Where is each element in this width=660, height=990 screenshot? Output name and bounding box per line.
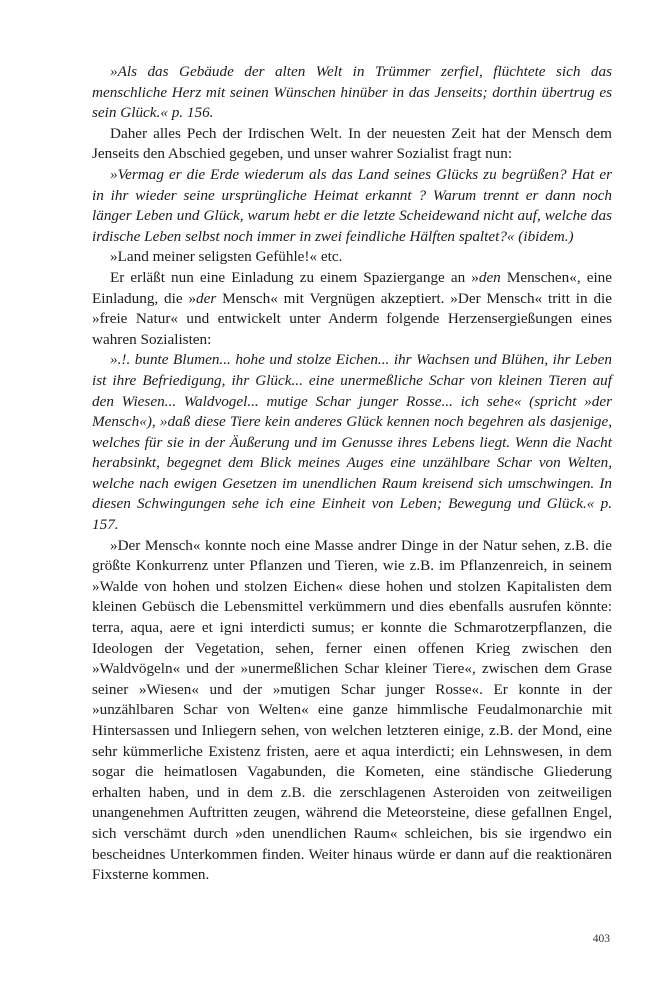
text-paragraph [92, 268, 612, 350]
page-body [92, 62, 612, 886]
quote-paragraph: »Als das Gebäude der alten Welt in Trümmer zerfiel, flüchtete sich das menschliche Herz mit seinen Wünschen hinüber in das Jenseits; dorthin übertrug es sein Glück.« p. 156. [92, 63, 612, 122]
quote-paragraph: »Vermag er die Erde wiederum als das Land seines Glücks zu begrüßen? Hat er in ihr wieder seine ursprüngliche Heimat erkannt ? Warum trennt er dann noch länger Leben und Glück, warum hebt er die letzte Scheidewand nicht auf, welche das irdische Leben selbst noch immer in zwei feindliche Hälften spaltet?« (ibidem.) [92, 165, 612, 245]
text-run: Mensch« mit Vergnügen akzeptiert. »Der Mensch« tritt in die »freie Natur« und entwickelt unter Anderm folgende Herzensergießungen eines wahren Sozialisten: [92, 289, 612, 348]
text-run: Menschen«, eine Einladung, die » [92, 268, 613, 307]
text-paragraph: Daher alles Pech der Irdischen Welt. In der neuesten Zeit hat der Mensch dem Jenseits den Abschied gegeben, und unser wahrer Sozialist fragt nun: [92, 124, 612, 163]
quote-paragraph: ».!. bunte Blumen... hohe und stolze Eichen... ihr Wachsen und Blühen, ihr Leben ist ihre Befriedigung, ihr Glück... eine unermeßliche Schar von kleinen Tieren auf den Wiesen... Waldvogel... mutige Schar junger Rosse... ich sehe« (spricht »der Mensch«), »daß diese Tiere kein anderes Glück kennen noch begehren als dasjenige, welches für sie in der Äußerung und im Genusse ihres Lebens liegt. Wenn die Nacht herabsinkt, begegnet dem Blick meines Auges eine unzählbare Schar von Welten, welche nach ewigen Gesetzen im unendlichen Raum kreisend sich umschwingen. In diesen Schwingungen sehe ich eine Einheit von Leben; Bewegung und Glück.« p. 157. [92, 351, 612, 534]
text-run: Er erläßt nun eine Einladung zu einem Spaziergange an » [110, 268, 479, 286]
text-paragraph: »Der Mensch« konnte noch eine Masse andrer Dinge in der Natur sehen, z.B. die größte Konkurrenz unter Pflanzen und Tieren, wie z.B. im Pflanzenreich, in seinem »Walde von hohen und stolzen Eichen« diese hohen und stolzen Kapitalisten dem kleinen Gebüsch die Lebensmittel verkümmern und dies ebenfalls ausrufen könnte: terra, aqua, aere et igni interdicti sumus; er konnte die Schmarotzerpflanzen, die Ideologen der Vegetation, sehen, ferner einen offenen Krieg zwischen den »Waldvögeln« und der »unermeßlichen Schar kleiner Tiere«, zwischen dem Grase seiner »Wiesen« und der »mutigen Schar junger Rosse«. Er konnte in der »unzählbaren Schar von Welten« eine ganze himmlische Feudalmonarchie mit Hintersassen und Inliegern sehen, von welchen letzteren einige, z.B. der Mond, eine sehr kümmerliche Existenz fristen, aere et aqua interdicti; ein Lehnswesen, in dem sogar die heimatlosen Vagabunden, die Kometen, eine ständische Gliederung erhalten haben, und in dem z.B. die zerschlagenen Asteroiden von zeitweiligen unangenehmen Auftritten zeugen, während die Meteorsteine, diese gefallnen Engel, sich verschämt durch »den unendlichen Raum« schleichen, bis sie irgendwo ein bescheidnes Unterkommen finden. Weiter hinaus würde er dann auf die reaktionären Fixsterne kommen. [92, 536, 612, 884]
emphasis-run: den [478, 268, 501, 286]
emphasis-run: der [196, 289, 217, 307]
text-paragraph: »Land meiner seligsten Gefühle!« etc. [110, 248, 343, 266]
page-number: 403 [592, 933, 610, 945]
